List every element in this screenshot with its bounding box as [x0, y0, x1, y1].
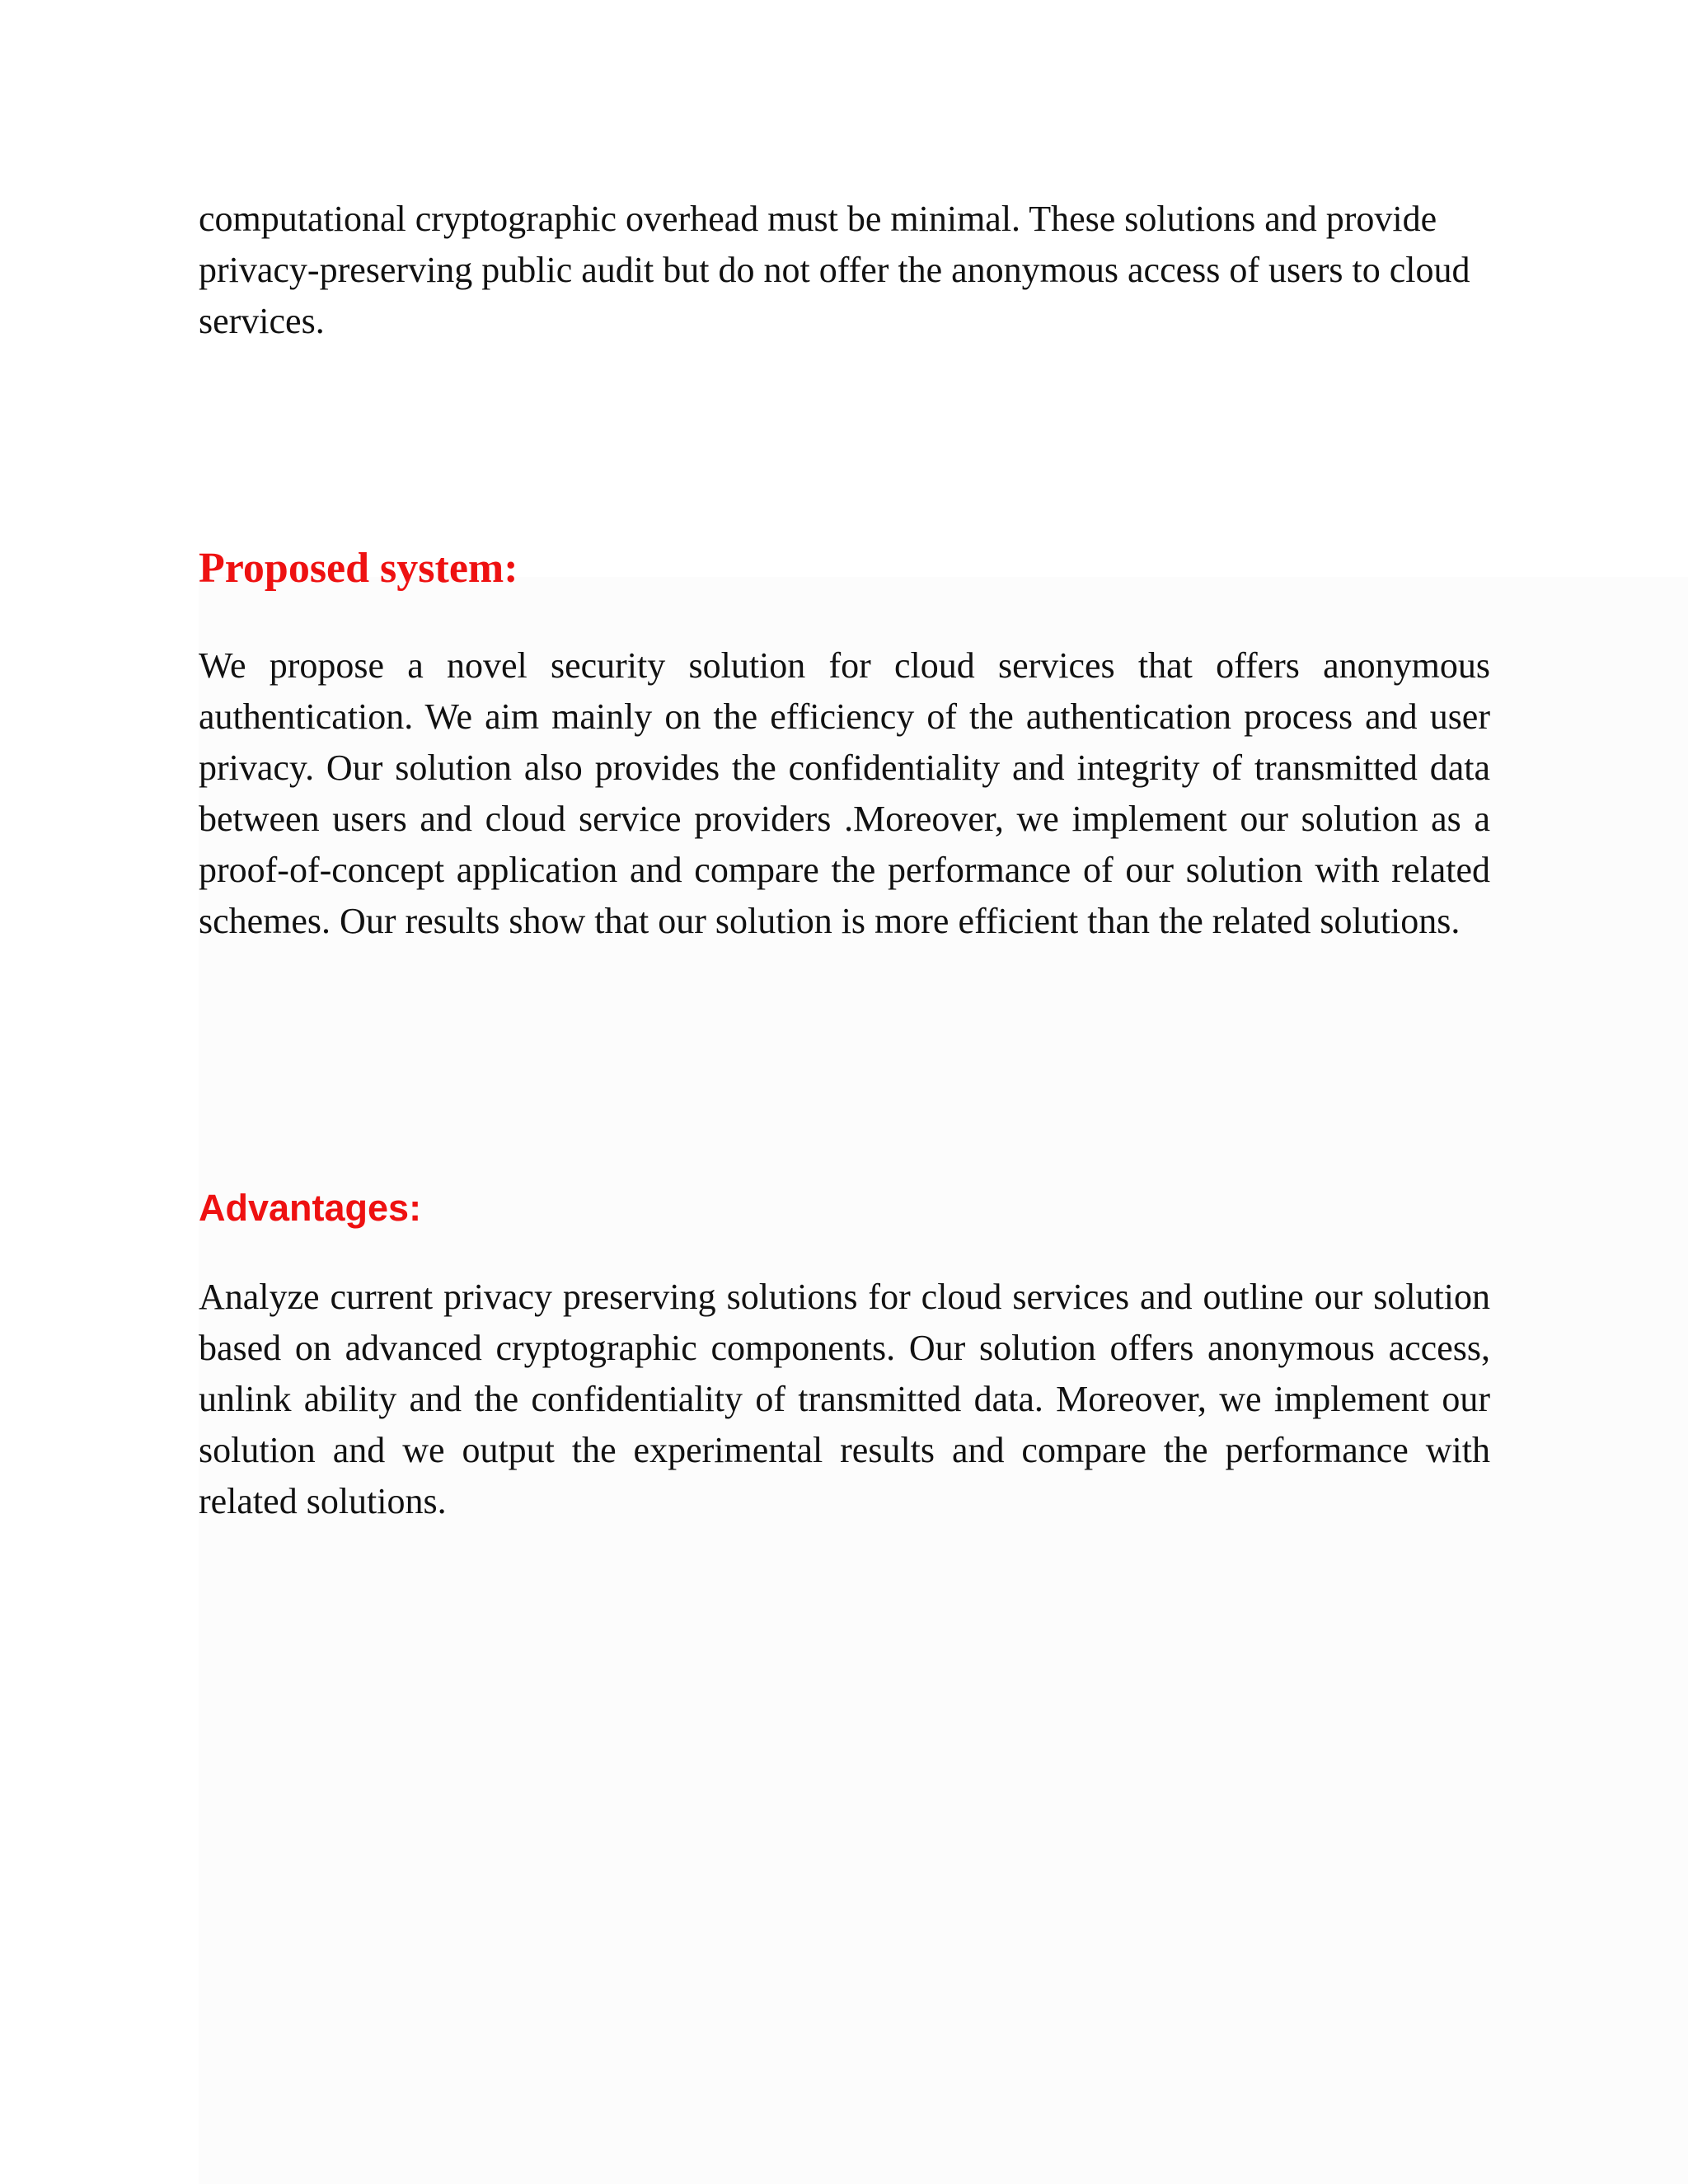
advantages-paragraph: Analyze current privacy preserving solutions for cloud services and outline our solution based on advanced cryptographic components. Our solution offers anonymous access, unlink ability and the confidentiality of transmitted data. Moreover, we implement our solution and we output the experimental results and compare the performance with related solutions.: [199, 1277, 1490, 1521]
proposed-system-paragraph: We propose a novel security solution for cloud services that offers anonymous authentication. We aim mainly on the efficiency of the authentication process and user privacy. Our solution also provides the confidentiality and integrity of transmitted data between users and cloud service providers .Moreover, we implement our solution as a proof-of-concept application and compare the performance of our solution with related schemes. Our results show that our solution is more efficient than the related solutions.: [199, 645, 1490, 941]
proposed-system-heading: Proposed system:: [199, 545, 518, 592]
intro-paragraph: computational cryptographic overhead must be minimal. These solutions and provide privacy-preserving public audit but do not offer the anonymous access of users to cloud services.: [199, 199, 1470, 341]
advantages-heading: Advantages:: [199, 1187, 422, 1229]
